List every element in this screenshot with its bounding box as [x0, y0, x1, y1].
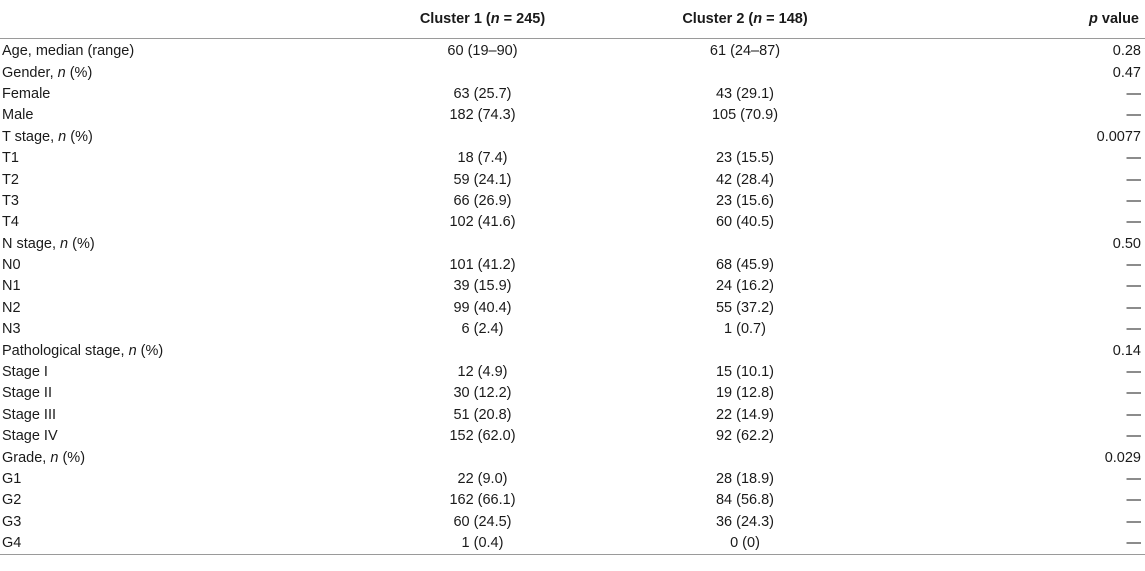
table-row	[0, 405, 1145, 426]
cluster-2-value: 43 (29.1)	[715, 85, 775, 102]
table-row	[0, 255, 1145, 276]
row-label	[0, 169, 320, 190]
header-variable	[0, 0, 320, 39]
table-row	[0, 298, 1145, 319]
row-label-n: n	[58, 128, 67, 145]
cluster-2-value	[590, 447, 1020, 468]
cluster-2-value: 28 (18.9)	[715, 471, 775, 487]
row-label	[0, 512, 320, 533]
table-row	[0, 383, 1145, 404]
table-row	[0, 105, 1145, 126]
cluster-2-value	[590, 127, 1020, 148]
cluster-1-value: 59 (24.1)	[453, 171, 512, 188]
cluster-1-value: 60 (19–90)	[447, 43, 518, 60]
cluster-1-value	[320, 234, 590, 255]
row-label-tail: (%)	[136, 342, 164, 359]
cluster-1-value: 60 (24.5)	[453, 513, 512, 530]
header-cluster-2-prefix: Cluster 2 (	[682, 11, 754, 27]
row-label-tail: (%)	[65, 64, 93, 81]
cluster-2-value: 55 (37.2)	[715, 299, 775, 316]
cluster-1-value: 101 (41.2)	[449, 257, 516, 274]
table-row	[0, 276, 1145, 297]
cluster-1-value: 1 (0.4)	[320, 533, 590, 555]
table-row	[0, 340, 1145, 361]
cluster-2-value: 24 (16.2)	[715, 278, 775, 295]
cluster-2-value: 23 (15.5)	[715, 150, 775, 167]
row-label	[0, 105, 320, 126]
row-label	[0, 148, 320, 169]
cluster-1-value: 63 (25.7)	[453, 85, 512, 102]
table-row	[0, 212, 1145, 233]
header-p-value	[1020, 0, 1145, 39]
table-row	[0, 362, 1145, 383]
p-value: 0.0077	[1096, 128, 1141, 145]
row-label	[0, 234, 320, 255]
cluster-2-value: 42 (28.4)	[715, 171, 775, 188]
row-label	[0, 340, 320, 361]
row-label	[0, 276, 320, 297]
row-label-tail: (%)	[58, 449, 86, 466]
row-label-text: T2	[2, 171, 19, 188]
p-value: —	[1126, 214, 1141, 231]
row-label	[0, 255, 320, 276]
table-row	[0, 426, 1145, 447]
row-label-text: N3	[2, 321, 21, 338]
cluster-1-value: 162 (66.1)	[449, 492, 516, 509]
cluster-2-value: 105 (70.9)	[711, 107, 779, 124]
cluster-2-value: 68 (45.9)	[715, 257, 775, 274]
row-label-text: G2	[2, 492, 22, 509]
p-value: 0.47	[1112, 64, 1141, 81]
cluster-2-value: 15 (10.1)	[715, 364, 775, 381]
header-cluster-2-n: n	[753, 11, 763, 27]
row-label	[0, 533, 320, 555]
p-value: —	[1126, 492, 1141, 509]
table-row	[0, 148, 1145, 169]
row-label-n: n	[128, 342, 137, 359]
row-label	[0, 490, 320, 511]
row-label-text: Female	[2, 85, 51, 102]
cluster-1-value: 102 (41.6)	[449, 214, 516, 231]
cluster-2-value: 22 (14.9)	[715, 406, 775, 423]
header-cluster-1-suffix: = 245)	[499, 11, 546, 27]
cluster-2-value: 36 (24.3)	[715, 513, 775, 530]
cluster-1-value: 12 (4.9)	[457, 364, 508, 381]
header-p-suffix: value	[1097, 11, 1139, 27]
p-value: —	[1126, 278, 1141, 295]
table-row	[0, 169, 1145, 190]
p-value: —	[1126, 406, 1141, 423]
cluster-2-value: 1 (0.7)	[724, 321, 766, 338]
row-label	[0, 62, 320, 83]
row-label-n: n	[50, 449, 59, 466]
row-label	[0, 39, 320, 63]
cluster-1-value	[320, 340, 590, 361]
row-label	[0, 319, 320, 340]
header-cluster-1	[320, 0, 590, 39]
row-label-text: N0	[2, 257, 21, 274]
row-label-text: G4	[2, 535, 22, 552]
row-label-n: n	[60, 235, 69, 252]
p-value: —	[1126, 107, 1141, 124]
table-row	[0, 533, 1145, 555]
cluster-2-value	[590, 234, 1020, 255]
row-label-text: Male	[2, 107, 34, 124]
p-value: —	[1126, 171, 1141, 188]
p-value: 0.28	[1112, 43, 1141, 60]
row-label-text: N1	[2, 278, 21, 295]
row-label-text: G1	[2, 471, 22, 487]
p-value: —	[1126, 364, 1141, 381]
cluster-1-value: 99 (40.4)	[453, 299, 512, 316]
cluster-2-value: 19 (12.8)	[715, 385, 775, 402]
row-label	[0, 84, 320, 105]
cluster-1-value: 182 (74.3)	[449, 107, 516, 124]
row-label	[0, 298, 320, 319]
table-row	[0, 62, 1145, 83]
table-row	[0, 39, 1145, 63]
row-label-text: T4	[2, 214, 19, 231]
cluster-1-value: 152 (62.0)	[449, 428, 516, 445]
cluster-2-value: 84 (56.8)	[715, 492, 775, 509]
row-label-text: T1	[2, 150, 19, 167]
row-label	[0, 426, 320, 447]
p-value: —	[1126, 471, 1141, 487]
p-value: —	[1126, 192, 1141, 209]
row-label	[0, 362, 320, 383]
cluster-2-value	[590, 340, 1020, 361]
p-value: —	[1126, 428, 1141, 445]
table-row	[0, 191, 1145, 212]
cluster-1-value	[320, 127, 590, 148]
cluster-2-value	[590, 62, 1020, 83]
row-label-text: Stage IV	[2, 428, 58, 445]
cluster-1-value: 66 (26.9)	[453, 192, 512, 209]
row-label-text: Stage I	[2, 364, 48, 381]
cluster-1-value	[320, 62, 590, 83]
row-label-tail: (%)	[68, 235, 95, 252]
row-label	[0, 191, 320, 212]
cluster-1-value: 18 (7.4)	[457, 150, 508, 167]
p-value: —	[1126, 321, 1141, 338]
cluster-2-value: 92 (62.2)	[715, 428, 775, 445]
table-row	[0, 490, 1145, 511]
row-label	[0, 405, 320, 426]
row-label-text: Gender,	[2, 64, 58, 81]
row-label-text: Stage II	[2, 385, 52, 402]
cluster-1-value: 39 (15.9)	[453, 278, 512, 295]
table-row	[0, 127, 1145, 148]
row-label-text: T stage,	[2, 128, 59, 145]
row-label-text: Stage III	[2, 406, 57, 423]
cluster-2-value: 61 (24–87)	[709, 43, 781, 60]
header-p-italic: p	[1089, 11, 1098, 27]
header-cluster-1-n: n	[490, 11, 500, 27]
p-value: —	[1126, 85, 1141, 102]
row-label-text: N2	[2, 299, 21, 316]
cluster-1-value	[320, 447, 590, 468]
row-label	[0, 212, 320, 233]
row-label-n: n	[57, 64, 66, 81]
table-row	[0, 84, 1145, 105]
table-row	[0, 512, 1145, 533]
row-label-text: T3	[2, 192, 19, 209]
table-header	[0, 0, 1145, 39]
cluster-1-value: 51 (20.8)	[453, 406, 512, 423]
p-value: —	[1126, 299, 1141, 316]
cluster-1-value: 6 (2.4)	[461, 321, 504, 338]
row-label	[0, 383, 320, 404]
row-label-tail: (%)	[66, 128, 93, 145]
row-label-text: G3	[2, 513, 22, 530]
p-value: —	[1126, 257, 1141, 274]
table-body	[0, 39, 1145, 555]
row-label	[0, 447, 320, 468]
row-label-text: N stage,	[2, 235, 61, 252]
cluster-1-value: 22 (9.0)	[457, 471, 508, 487]
p-value: —	[1020, 533, 1145, 555]
header-row	[0, 0, 1145, 39]
header-cluster-2-suffix: = 148)	[762, 11, 808, 27]
table-row	[0, 469, 1145, 490]
header-cluster-2	[590, 0, 1020, 39]
row-label-text: Pathological stage,	[2, 342, 129, 359]
table-row	[0, 447, 1145, 468]
p-value: 0.14	[1112, 342, 1141, 359]
p-value: —	[1126, 150, 1141, 167]
table-row	[0, 319, 1145, 340]
row-label	[0, 469, 320, 490]
p-value: —	[1126, 513, 1141, 530]
cluster-2-value: 0 (0)	[590, 533, 1020, 555]
p-value: 0.50	[1112, 235, 1141, 252]
table-row	[0, 234, 1145, 255]
row-label	[0, 127, 320, 148]
p-value: 0.029	[1104, 449, 1141, 466]
p-value: —	[1126, 385, 1141, 402]
cluster-2-value: 23 (15.6)	[715, 192, 775, 209]
header-cluster-1-prefix: Cluster 1 (	[419, 11, 491, 27]
cluster-1-value: 30 (12.2)	[453, 385, 512, 402]
cluster-2-value: 60 (40.5)	[715, 214, 775, 231]
row-label-text: Grade,	[2, 449, 51, 466]
row-label-text: Age, median (range)	[2, 43, 135, 60]
